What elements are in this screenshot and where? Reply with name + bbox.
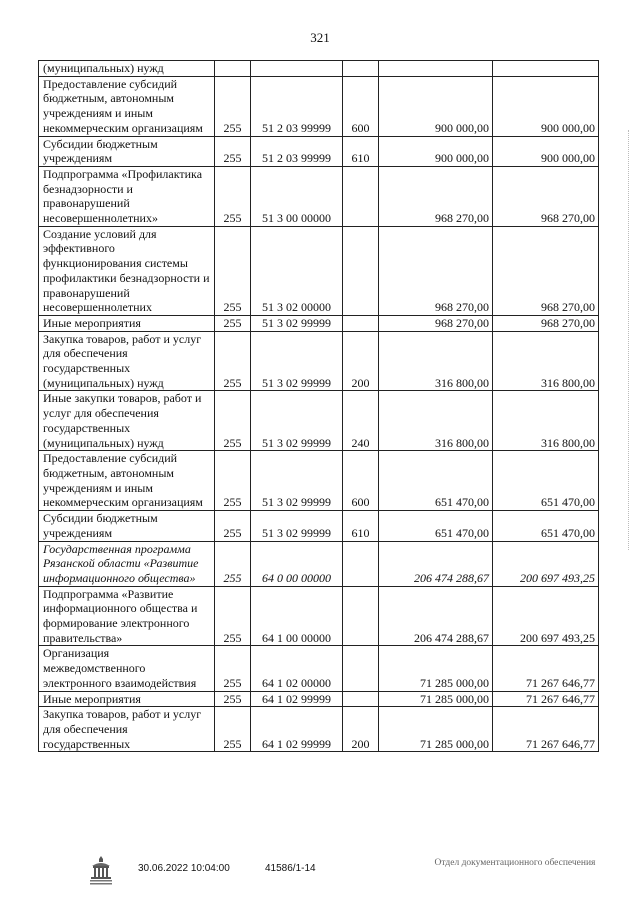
table-row bbox=[39, 586, 599, 646]
row-csr-code: 64 1 02 00000 bbox=[251, 646, 343, 691]
row-vr-code bbox=[343, 646, 379, 691]
row-csr-code: 51 3 02 99999 bbox=[251, 391, 343, 451]
row-sum-1 bbox=[379, 61, 493, 77]
row-sum-1: 206 474 288,67 bbox=[379, 586, 493, 646]
row-name: Государственная программа Рязанской области «Развитие информационного общества» bbox=[39, 541, 215, 586]
table-row bbox=[39, 315, 599, 331]
row-gr-code: 255 bbox=[215, 391, 251, 451]
row-gr-code: 255 bbox=[215, 76, 251, 136]
row-csr-code bbox=[251, 61, 343, 77]
row-sum-2: 651 470,00 bbox=[493, 511, 599, 541]
row-sum-2: 651 470,00 bbox=[493, 451, 599, 511]
row-sum-2: 900 000,00 bbox=[493, 136, 599, 166]
row-vr-code bbox=[343, 61, 379, 77]
table-row bbox=[39, 76, 599, 136]
table-row bbox=[39, 707, 599, 752]
row-gr-code: 255 bbox=[215, 646, 251, 691]
row-name: Предоставление субсидий бюджетным, автономным учреждениям и иным некоммерческим организациям bbox=[39, 451, 215, 511]
row-vr-code: 600 bbox=[343, 451, 379, 511]
row-vr-code bbox=[343, 315, 379, 331]
row-csr-code: 51 3 02 99999 bbox=[251, 331, 343, 391]
row-csr-code: 51 2 03 99999 bbox=[251, 136, 343, 166]
table-row bbox=[39, 691, 599, 707]
row-csr-code: 64 1 00 00000 bbox=[251, 586, 343, 646]
row-name: Подпрограмма «Профилактика безнадзорности и правонарушений несовершеннолетних» bbox=[39, 166, 215, 226]
row-name: (муниципальных) нужд bbox=[39, 61, 215, 77]
row-csr-code: 51 2 03 99999 bbox=[251, 76, 343, 136]
row-name: Создание условий для эффективного функционирования системы профилактики безнадзорности и правонарушений несовершеннолетних bbox=[39, 226, 215, 315]
row-vr-code: 200 bbox=[343, 331, 379, 391]
table-row bbox=[39, 646, 599, 691]
table-row bbox=[39, 61, 599, 77]
table-body bbox=[39, 61, 599, 752]
row-sum-1: 71 285 000,00 bbox=[379, 691, 493, 707]
budget-table bbox=[38, 60, 599, 752]
row-sum-2: 968 270,00 bbox=[493, 166, 599, 226]
row-name: Субсидии бюджетным учреждениям bbox=[39, 511, 215, 541]
row-gr-code: 255 bbox=[215, 691, 251, 707]
row-sum-2: 316 800,00 bbox=[493, 331, 599, 391]
row-vr-code bbox=[343, 541, 379, 586]
row-csr-code: 51 3 02 99999 bbox=[251, 315, 343, 331]
margin-marks bbox=[628, 130, 633, 550]
row-name: Предоставление субсидий бюджетным, автономным учреждениям и иным некоммерческим организациям bbox=[39, 76, 215, 136]
row-gr-code: 255 bbox=[215, 586, 251, 646]
row-vr-code bbox=[343, 691, 379, 707]
table-row bbox=[39, 331, 599, 391]
row-vr-code bbox=[343, 226, 379, 315]
row-csr-code: 51 3 00 00000 bbox=[251, 166, 343, 226]
row-vr-code: 610 bbox=[343, 136, 379, 166]
row-gr-code: 255 bbox=[215, 511, 251, 541]
building-emblem-icon bbox=[88, 855, 114, 887]
table-row bbox=[39, 511, 599, 541]
row-sum-2: 316 800,00 bbox=[493, 391, 599, 451]
row-csr-code: 51 3 02 99999 bbox=[251, 511, 343, 541]
row-name: Подпрограмма «Развитие информационного общества и формирование электронного правительства» bbox=[39, 586, 215, 646]
table-row bbox=[39, 226, 599, 315]
row-sum-1: 900 000,00 bbox=[379, 76, 493, 136]
row-csr-code: 51 3 02 00000 bbox=[251, 226, 343, 315]
row-sum-1: 316 800,00 bbox=[379, 391, 493, 451]
row-sum-2: 968 270,00 bbox=[493, 315, 599, 331]
row-name: Закупка товаров, работ и услуг для обеспечения государственных (муниципальных) нужд bbox=[39, 331, 215, 391]
page-number: 321 bbox=[310, 30, 330, 45]
row-name: Иные мероприятия bbox=[39, 691, 215, 707]
row-vr-code: 600 bbox=[343, 76, 379, 136]
row-sum-1: 71 285 000,00 bbox=[379, 646, 493, 691]
row-gr-code: 255 bbox=[215, 707, 251, 752]
row-csr-code: 64 1 02 99999 bbox=[251, 691, 343, 707]
row-sum-1: 71 285 000,00 bbox=[379, 707, 493, 752]
row-sum-2: 968 270,00 bbox=[493, 226, 599, 315]
table-row bbox=[39, 541, 599, 586]
row-name: Организация межведомственного электронного взаимодействия bbox=[39, 646, 215, 691]
row-sum-2: 71 267 646,77 bbox=[493, 707, 599, 752]
row-sum-1: 651 470,00 bbox=[379, 451, 493, 511]
row-sum-1: 968 270,00 bbox=[379, 226, 493, 315]
row-sum-2: 200 697 493,25 bbox=[493, 541, 599, 586]
row-gr-code: 255 bbox=[215, 541, 251, 586]
row-sum-2: 200 697 493,25 bbox=[493, 586, 599, 646]
row-gr-code: 255 bbox=[215, 226, 251, 315]
row-gr-code: 255 bbox=[215, 136, 251, 166]
row-name: Иные мероприятия bbox=[39, 315, 215, 331]
row-vr-code: 610 bbox=[343, 511, 379, 541]
row-sum-1: 316 800,00 bbox=[379, 331, 493, 391]
row-sum-2: 900 000,00 bbox=[493, 76, 599, 136]
row-name: Иные закупки товаров, работ и услуг для обеспечения государственных (муниципальных) нужд bbox=[39, 391, 215, 451]
row-vr-code: 240 bbox=[343, 391, 379, 451]
row-gr-code: 255 bbox=[215, 166, 251, 226]
row-sum-1: 900 000,00 bbox=[379, 136, 493, 166]
row-gr-code: 255 bbox=[215, 451, 251, 511]
row-csr-code: 51 3 02 99999 bbox=[251, 451, 343, 511]
row-sum-1: 968 270,00 bbox=[379, 166, 493, 226]
footer bbox=[0, 855, 640, 895]
table-row bbox=[39, 136, 599, 166]
row-sum-2 bbox=[493, 61, 599, 77]
table-row bbox=[39, 391, 599, 451]
row-sum-2: 71 267 646,77 bbox=[493, 646, 599, 691]
footer-reg-number: 41586/1-14 bbox=[265, 863, 316, 874]
row-sum-2: 71 267 646,77 bbox=[493, 691, 599, 707]
row-vr-code: 200 bbox=[343, 707, 379, 752]
row-gr-code bbox=[215, 61, 251, 77]
table-row bbox=[39, 451, 599, 511]
row-name: Субсидии бюджетным учреждениям bbox=[39, 136, 215, 166]
table-row bbox=[39, 166, 599, 226]
footer-department: Отдел документационного обеспечения bbox=[434, 858, 596, 868]
row-csr-code: 64 1 02 99999 bbox=[251, 707, 343, 752]
row-vr-code bbox=[343, 586, 379, 646]
row-gr-code: 255 bbox=[215, 315, 251, 331]
row-gr-code: 255 bbox=[215, 331, 251, 391]
row-vr-code bbox=[343, 166, 379, 226]
row-sum-1: 206 474 288,67 bbox=[379, 541, 493, 586]
row-name: Закупка товаров, работ и услуг для обеспечения государственных bbox=[39, 707, 215, 752]
row-sum-1: 968 270,00 bbox=[379, 315, 493, 331]
row-sum-1: 651 470,00 bbox=[379, 511, 493, 541]
footer-date: 30.06.2022 10:04:00 bbox=[138, 863, 230, 874]
row-csr-code: 64 0 00 00000 bbox=[251, 541, 343, 586]
